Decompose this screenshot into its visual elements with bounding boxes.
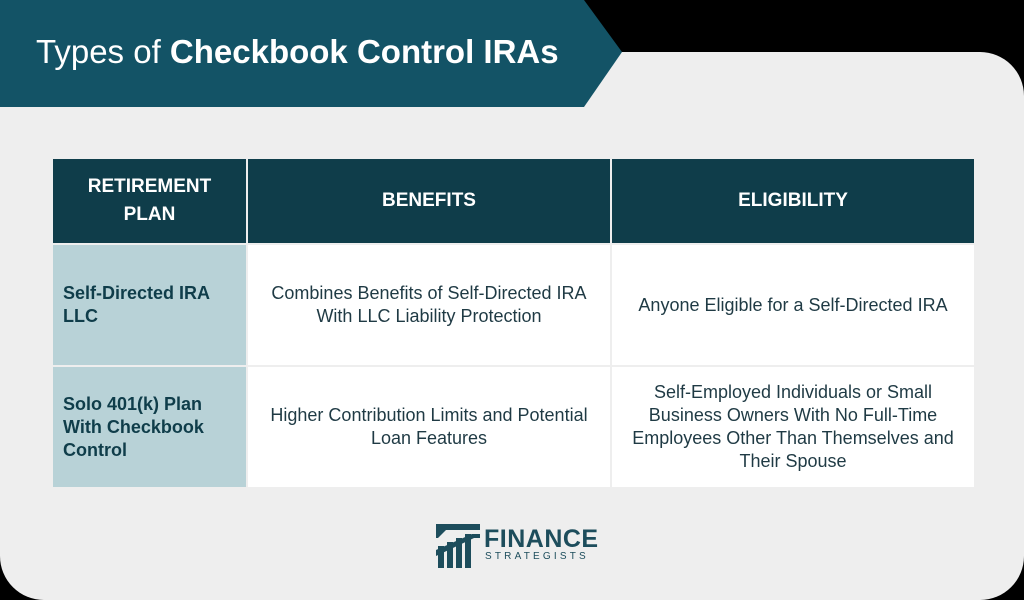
finance-strategists-logo — [436, 524, 606, 568]
eligibility-cell: Self-Employed Individuals or Small Business Owners With No Full-Time Employees Other Than Themselves and Their Spouse — [611, 366, 975, 488]
benefits-cell: Higher Contribution Limits and Potential Loan Features — [247, 366, 611, 488]
logo-subtitle: STRATEGISTS — [485, 551, 589, 562]
logo-name: FINANCE — [484, 525, 599, 553]
table-header-row — [52, 158, 975, 244]
table-row — [52, 244, 975, 366]
title-prefix: Types of — [36, 33, 161, 70]
benefits-cell: Combines Benefits of Self-Directed IRA With LLC Liability Protection — [247, 244, 611, 366]
eligibility-cell: Anyone Eligible for a Self-Directed IRA — [611, 244, 975, 366]
header-eligibility: ELIGIBILITY — [611, 158, 975, 244]
chart-bars-icon — [436, 524, 480, 568]
ira-types-table — [51, 157, 976, 489]
header-retirement-plan: RETIREMENT PLAN — [52, 158, 247, 244]
plan-cell: Self-Directed IRA LLC — [52, 244, 247, 366]
page-title — [36, 30, 559, 74]
plan-cell: Solo 401(k) Plan With Checkbook Control — [52, 366, 247, 488]
table-row — [52, 366, 975, 488]
header-benefits: BENEFITS — [247, 158, 611, 244]
title-emphasis: Checkbook Control IRAs — [169, 33, 559, 70]
